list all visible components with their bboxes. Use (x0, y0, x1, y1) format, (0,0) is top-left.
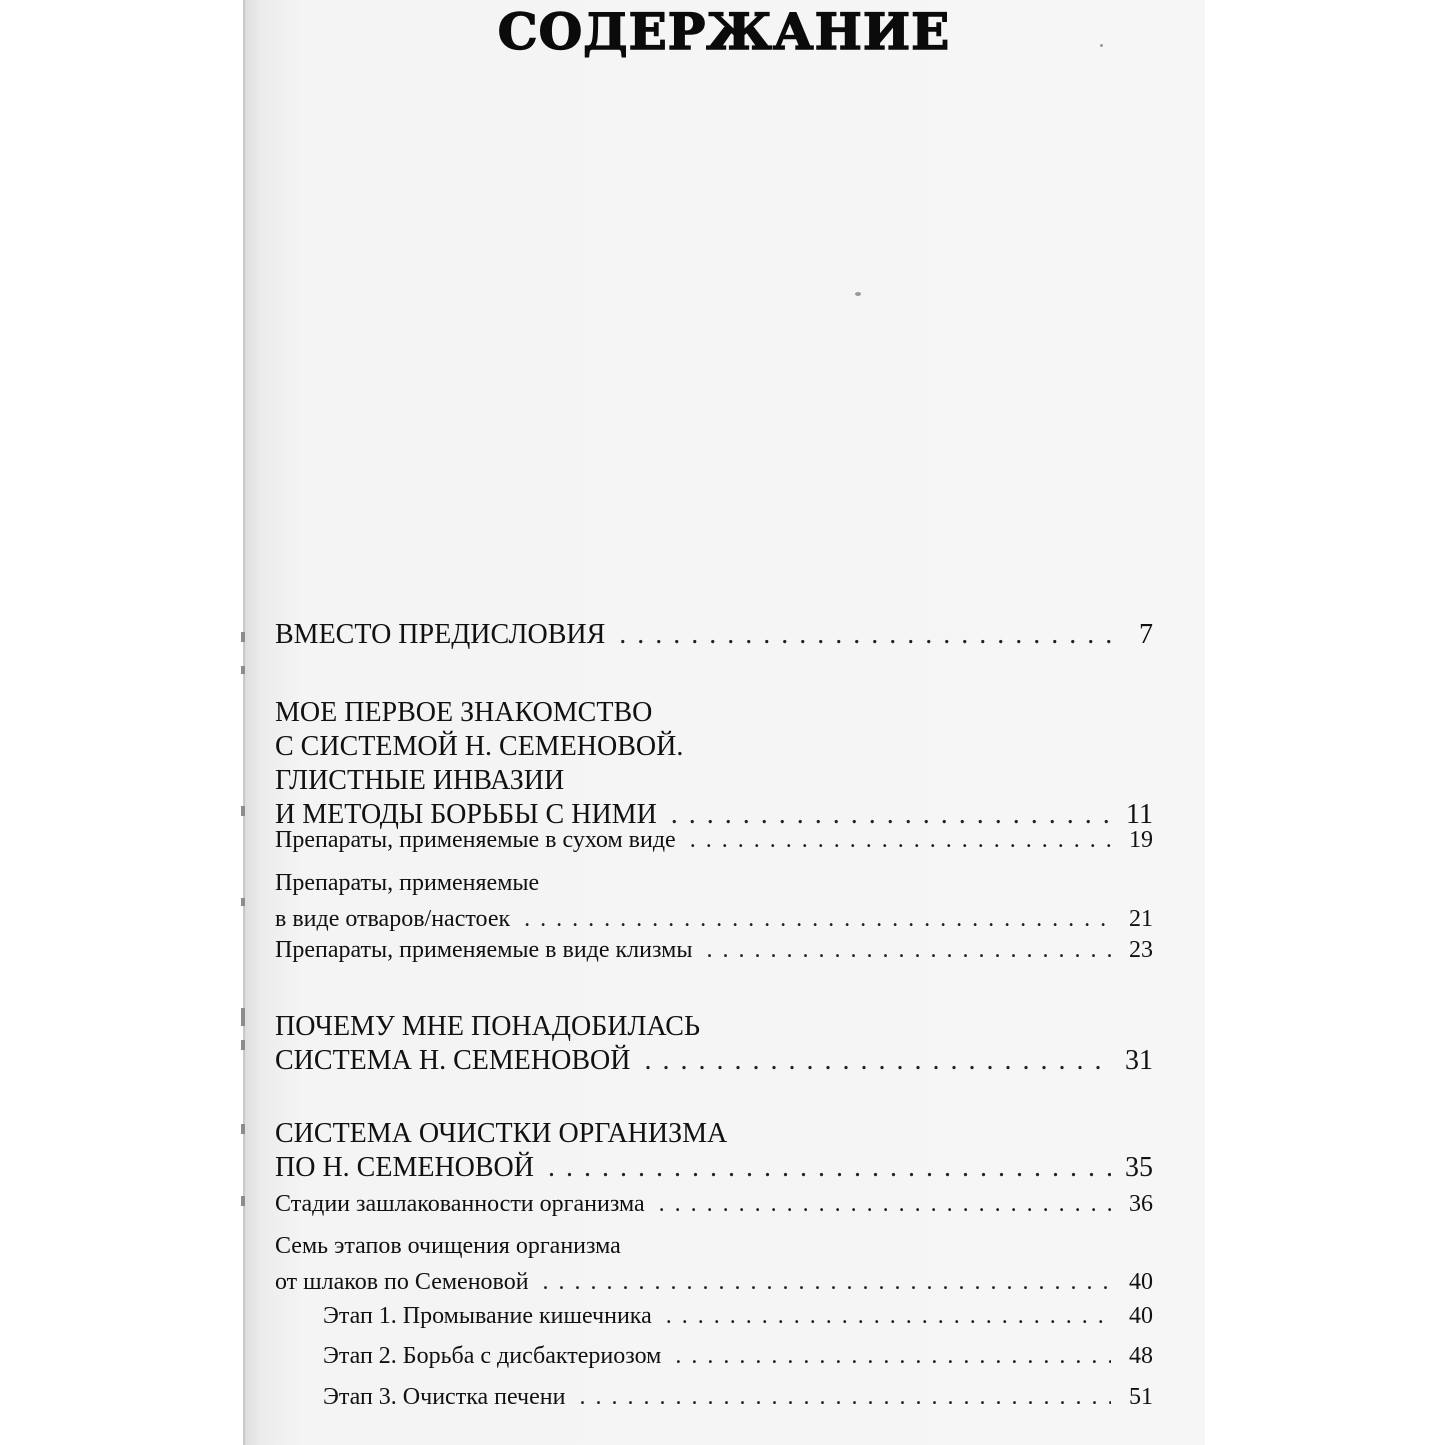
page-edge-mark (241, 1124, 245, 1134)
toc-entry (275, 1298, 1153, 1334)
toc-entry (275, 1010, 1153, 1078)
toc-page-number: 36 (1129, 1191, 1153, 1217)
scan-speck (855, 292, 861, 296)
toc-entry-title: Препараты, применяемые в сухом виде (275, 827, 676, 853)
page-edge-mark (241, 898, 245, 906)
toc-entry (275, 865, 1153, 937)
page-edge-mark (241, 1040, 245, 1050)
toc-entry-title: ВМЕСТО ПРЕДИСЛОВИЯ (275, 619, 606, 650)
toc-entry-title: ПО Н. СЕМЕНОВОЙ (275, 1152, 534, 1183)
leader-dots (644, 1044, 1111, 1078)
toc-page-number: 51 (1129, 1384, 1153, 1410)
toc-entry-title: Стадии зашлакованности организма (275, 1191, 645, 1217)
scan-speck (1100, 44, 1103, 47)
toc-entry (275, 618, 1153, 652)
toc-entry (275, 822, 1153, 858)
toc-entry (275, 1228, 1153, 1300)
toc-entry (275, 1338, 1153, 1374)
leader-dots (619, 618, 1111, 652)
page-edge-mark (241, 806, 245, 816)
toc-entry-title: Этап 1. Промывание кишечника (323, 1303, 652, 1329)
page-edge-mark (241, 1196, 245, 1206)
leader-dots (543, 1264, 1111, 1300)
toc-entry-title: ГЛИСТНЫЕ ИНВАЗИИ (275, 765, 565, 796)
table-of-contents (243, 0, 1205, 1445)
toc-entry-title: Этап 2. Борьба с дисбактериозом (323, 1343, 662, 1369)
toc-page-number: 11 (1126, 799, 1153, 830)
toc-page-number: 19 (1129, 827, 1153, 853)
toc-page-number: 23 (1129, 937, 1153, 963)
toc-entry (275, 1379, 1153, 1415)
toc-page-number: 7 (1139, 619, 1153, 650)
leader-dots (690, 822, 1111, 858)
toc-entry-title: МОЕ ПЕРВОЕ ЗНАКОМСТВО (275, 697, 653, 728)
toc-entry (275, 1186, 1153, 1222)
page-edge-mark (241, 632, 245, 642)
page-title: СОДЕРЖАНИЕ (497, 2, 951, 61)
leader-dots (659, 1186, 1111, 1222)
toc-entry (275, 696, 1153, 832)
book-page (243, 0, 1205, 1445)
toc-page-number: 40 (1129, 1269, 1153, 1295)
toc-page-number: 35 (1125, 1152, 1153, 1183)
toc-entry-title: в виде отваров/настоек (275, 906, 511, 932)
toc-page-number: 31 (1125, 1045, 1153, 1076)
toc-page-number: 21 (1129, 906, 1153, 932)
toc-entry-title: Семь этапов очищения организма (275, 1233, 621, 1259)
page-edge-mark (241, 666, 245, 674)
toc-entry-title: Препараты, применяемые в виде клизмы (275, 937, 693, 963)
toc-entry-title: Этап 3. Очистка печени (323, 1384, 566, 1410)
toc-entry-title: от шлаков по Семеновой (275, 1269, 529, 1295)
toc-entry-title: СИСТЕМА Н. СЕМЕНОВОЙ (275, 1045, 631, 1076)
toc-entry-title: ПОЧЕМУ МНЕ ПОНАДОБИЛАСЬ (275, 1011, 701, 1042)
toc-entry-title: С СИСТЕМОЙ Н. СЕМЕНОВОЙ. (275, 731, 684, 762)
toc-entry-title: Препараты, применяемые (275, 870, 540, 896)
leader-dots (579, 1379, 1111, 1415)
page-edge-mark (241, 1008, 245, 1026)
toc-page-number: 40 (1129, 1303, 1153, 1329)
leader-dots (675, 1338, 1111, 1374)
leader-dots (548, 1151, 1111, 1185)
toc-page-number: 48 (1129, 1343, 1153, 1369)
leader-dots (666, 1298, 1111, 1334)
toc-entry (275, 932, 1153, 968)
toc-entry-title: И МЕТОДЫ БОРЬБЫ С НИМИ (275, 799, 657, 830)
toc-entry (275, 1117, 1153, 1185)
toc-entry-title: СИСТЕМА ОЧИСТКИ ОРГАНИЗМА (275, 1118, 728, 1149)
leader-dots (706, 932, 1111, 968)
